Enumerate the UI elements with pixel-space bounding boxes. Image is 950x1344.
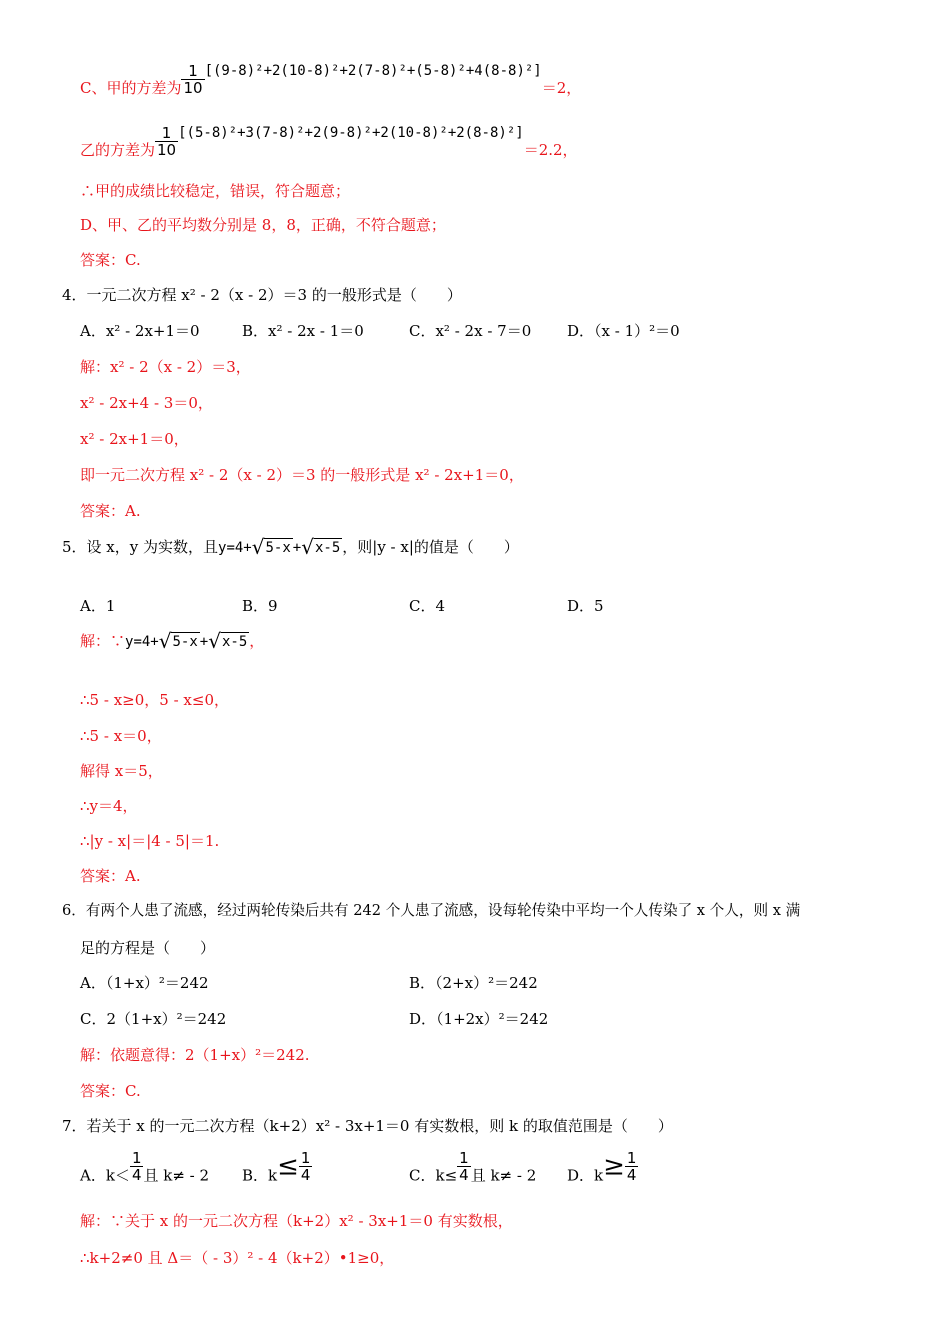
sqrt-icon: √ xyxy=(301,535,314,559)
frac-denominator: 4 xyxy=(300,1166,311,1184)
q5-solution-2: ∴5 - x≥0，5 - x≤0， xyxy=(80,691,229,709)
q5-option-b: B．9 xyxy=(242,597,278,615)
frac-numerator: 1 xyxy=(131,1149,142,1167)
q4-solution-3: x² - 2x+1＝0， xyxy=(80,430,189,448)
q5-stem xyxy=(62,536,519,559)
q7-option-b xyxy=(242,1150,312,1194)
q7-option-a-prefix: A．k＜ xyxy=(80,1166,130,1185)
q7-option-d-fraction xyxy=(625,1150,639,1183)
q7-option-d xyxy=(567,1150,638,1194)
q6-stem-2: 足的方程是（ ） xyxy=(80,939,216,957)
q5-stem-prefix: 5．设 x，y 为实数，且 xyxy=(62,538,219,556)
sqrt-icon: √ xyxy=(251,535,265,559)
q4-answer: 答案：A. xyxy=(80,502,141,520)
q5-stem-suffix: ，则|y - x|的值是（ ） xyxy=(342,538,519,556)
frac-denominator: 4 xyxy=(131,1166,142,1184)
q5-solution-3: ∴5 - x＝0， xyxy=(80,727,162,745)
q5-solution-6: ∴|y - x|＝|4 - 5|＝1. xyxy=(80,832,220,850)
q5-radicand-1: 5-x xyxy=(265,540,291,556)
q5-solution-prefix: 解：∵ xyxy=(80,632,126,650)
q6-option-d: D．（1+2x）²＝242 xyxy=(409,1010,549,1028)
q5-eq-lhs: y=4+ xyxy=(218,540,252,556)
q4-solution-2: x² - 2x+4 - 3＝0， xyxy=(80,394,213,412)
q5-solution-1 xyxy=(80,630,264,653)
q3-option-d-note: D、甲、乙的平均数分别是 8，8，正确，不符合题意； xyxy=(80,216,446,234)
q7-option-d-operator: ≥ xyxy=(603,1151,625,1182)
q5-sol-eq-lhs: y=4+ xyxy=(125,634,159,650)
q4-stem: 4．一元二次方程 x² - 2（x - 2）＝3 的一般形式是（ ） xyxy=(62,286,462,304)
frac-numerator: 1 xyxy=(626,1149,637,1167)
q5-sol-radicand-2: x-5 xyxy=(221,634,248,650)
q5-sol-radicand-1: 5-x xyxy=(172,634,198,650)
q4-option-d: D．（x - 1）²＝0 xyxy=(567,322,680,340)
q7-option-c-prefix: C．k≤ xyxy=(409,1166,458,1185)
q3-conclusion: ∴甲的成绩比较稳定，错误，符合题意； xyxy=(80,182,351,200)
q7-option-b-prefix: B．k xyxy=(242,1166,278,1185)
q3-variance-yi-prefix: 乙的方差为 xyxy=(80,141,156,159)
q7-stem: 7．若关于 x 的一元二次方程（k+2）x² - 3x+1＝0 有实数根，则 k 的取值范围是（ ） xyxy=(62,1117,673,1135)
q7-option-b-operator: ≤ xyxy=(277,1151,299,1182)
q3-variance-yi-line xyxy=(80,122,578,166)
q6-option-c: C．2（1+x）²＝242 xyxy=(80,1010,227,1028)
q5-option-d: D．5 xyxy=(567,597,604,615)
q7-option-a-suffix: 且 k≠ - 2 xyxy=(143,1166,210,1185)
q5-option-a: A．1 xyxy=(80,597,116,615)
q5-answer: 答案：A. xyxy=(80,867,141,885)
q4-solution-4: 即一元二次方程 x² - 2（x - 2）＝3 的一般形式是 x² - 2x+1＝0， xyxy=(80,466,524,484)
sqrt-icon: √ xyxy=(208,629,221,653)
q3-answer: 答案：C. xyxy=(80,251,141,269)
q7-option-c-suffix: 且 k≠ - 2 xyxy=(470,1166,537,1185)
frac-denominator: 4 xyxy=(626,1166,637,1184)
sqrt-icon: √ xyxy=(158,629,172,653)
q3-variance-jia-line xyxy=(80,60,581,104)
q7-solution-2: ∴k+2≠0 且 Δ＝（ - 3）² - 4（k+2）•1≥0， xyxy=(80,1249,395,1267)
q5-solution-4: 解得 x＝5， xyxy=(80,762,163,780)
q7-option-d-prefix: D．k xyxy=(567,1166,604,1185)
frac-numerator: 1 xyxy=(188,61,198,80)
q6-stem-1: 6．有两个人患了流感，经过两轮传染后共有 242 个人患了流感，设每轮传染中平均一个人传染了 x 个人，则 x 满 xyxy=(62,902,801,919)
q7-option-c-fraction xyxy=(457,1150,471,1183)
q6-answer: 答案：C. xyxy=(80,1082,141,1100)
q3-variance-jia-prefix: C、甲的方差为 xyxy=(80,79,182,97)
q5-plus: + xyxy=(292,540,302,556)
q7-option-a-fraction xyxy=(130,1150,144,1183)
q6-option-b: B．（2+x）²＝242 xyxy=(409,974,538,992)
q6-option-a: A．（1+x）²＝242 xyxy=(80,974,209,992)
q4-option-c: C．x² - 2x - 7＝0 xyxy=(409,322,532,340)
frac-numerator: 1 xyxy=(300,1149,311,1167)
q4-solution-1: 解：x² - 2（x - 2）＝3， xyxy=(80,358,251,376)
q3-variance-yi-result: ＝2.2， xyxy=(523,141,578,159)
q7-option-c xyxy=(409,1150,536,1194)
q5-solution-5: ∴y＝4， xyxy=(80,797,138,815)
q5-solution-tail: ， xyxy=(249,632,265,650)
frac-denominator: 10 xyxy=(157,140,177,159)
frac-denominator: 4 xyxy=(459,1166,469,1184)
q4-option-a: A．x² - 2x+1＝0 xyxy=(80,322,200,340)
q5-sol-plus: + xyxy=(199,634,209,650)
q3-variance-jia-result: ＝2， xyxy=(541,79,582,97)
q3-variance-yi-fraction xyxy=(155,125,178,158)
q7-solution-1: 解：∵关于 x 的一元二次方程（k+2）x² - 3x+1＝0 有实数根， xyxy=(80,1212,513,1230)
q3-variance-jia-formula: [(9-8)²+2(10-8)²+2(7-8)²+(5-8)²+4(8-8)²] xyxy=(204,63,542,79)
q7-option-a xyxy=(80,1150,209,1194)
q4-option-b: B．x² - 2x - 1＝0 xyxy=(242,322,364,340)
q3-variance-yi-formula: [(5-8)²+3(7-8)²+2(9-8)²+2(10-8)²+2(8-8)²] xyxy=(178,125,524,141)
q6-solution: 解：依题意得：2（1+x）²＝242. xyxy=(80,1046,310,1064)
q7-option-b-fraction xyxy=(299,1150,313,1183)
frac-denominator: 10 xyxy=(183,78,203,97)
frac-numerator: 1 xyxy=(459,1149,469,1167)
q3-variance-jia-fraction xyxy=(181,63,204,96)
q5-option-c: C．4 xyxy=(409,597,446,615)
frac-numerator: 1 xyxy=(161,123,172,142)
q5-radicand-2: x-5 xyxy=(314,540,341,556)
